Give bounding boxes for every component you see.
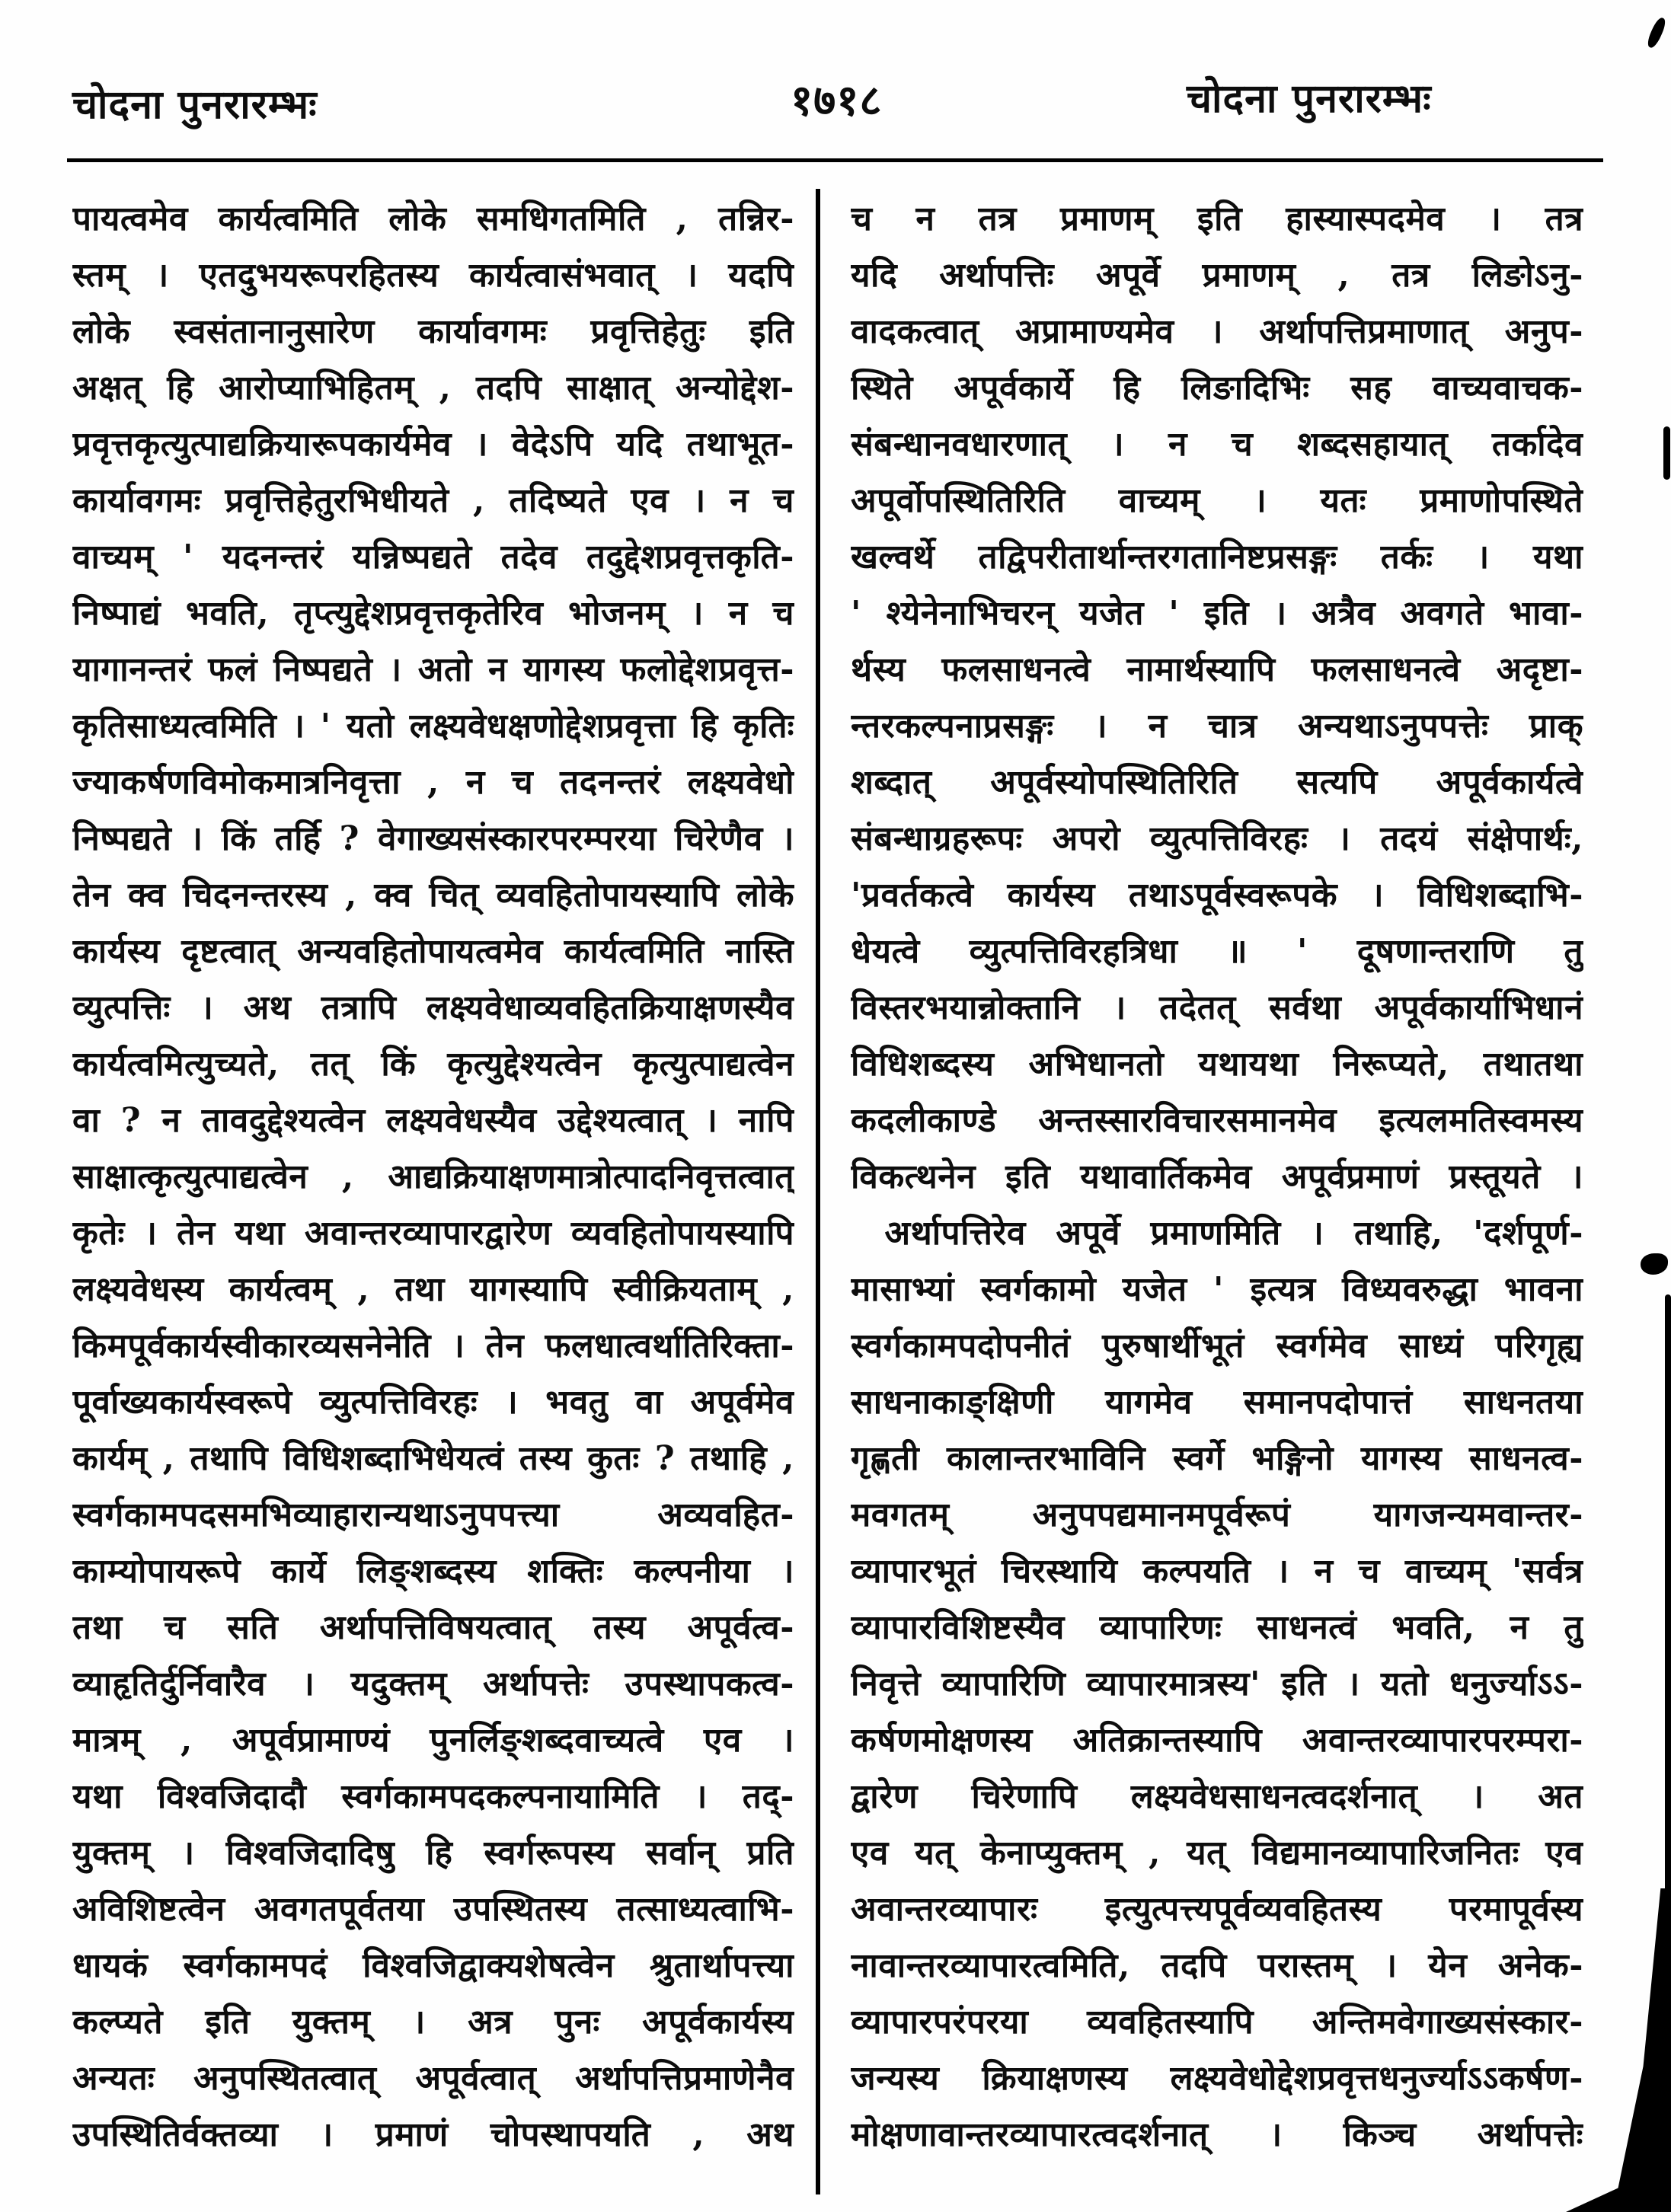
text-line: व्यापारविशिष्टस्यैव व्यापारिणः साधनत्वं भवति, न तु [851, 1608, 1583, 1647]
text-line: व्यापारपरंपरया व्यवहितस्यापि अन्तिमवेगाख्यसंस्कार- [851, 2003, 1583, 2041]
text-line: संबन्धानवधारणात् । न च शब्दसहायात् तर्कादेव [851, 425, 1583, 464]
text-line: खल्वर्थे तद्विपरीतार्थान्तरगतानिष्टप्रसङ्गः तर्कः । यथा [851, 538, 1583, 576]
text-line: निष्पाद्यं भवति, तृप्त्युद्देशप्रवृत्तकृतेरिव भोजनम् । न च [72, 594, 794, 633]
text-line: स्तम् । एतदुभयरूपरहितस्य कार्यत्वासंभवात् । यदपि [72, 256, 794, 295]
text-line: प्रवृत्तकृत्युत्पाद्यक्रियारूपकार्यमेव । वेदेऽपि यदि तथाभूत- [72, 425, 794, 464]
header-rule [67, 158, 1603, 162]
text-line: व्यापारभूतं चिरस्थायि कल्पयति । न च वाच्यम् 'सर्वत्र [851, 1552, 1583, 1591]
text-line: संबन्धाग्रहरूपः अपरो व्युत्पत्तिविरहः । तदयं संक्षेपार्थः, [851, 819, 1583, 858]
text-line: कृतेः । तेन यथा अवान्तरव्यापारद्वारेण व्यवहितोपायस्यापि [72, 1214, 794, 1253]
scan-artifact-edge-tick [1663, 426, 1670, 480]
text-line: स्वर्गकामपदोपनीतं पुरुषार्थीभूतं स्वर्गमेव साध्यं परिगृह्य [851, 1326, 1583, 1365]
text-line: तथा च सति अर्थापत्तिविषयत्वात् तस्य अपूर्वत्व- [72, 1608, 794, 1647]
text-line: साधनाकाङ्क्षिणी यागमेव समानपदोपात्तं साधनतया [851, 1383, 1583, 1422]
text-line: वाच्यम् ' यदनन्तरं यन्निष्पद्यते तदेव तदुद्देशप्रवृत्तकृति- [72, 538, 794, 576]
text-line: अक्षत् हि आरोप्याभिहितम् , तदपि साक्षात् अन्योद्देश- [72, 369, 794, 407]
text-line: जन्यस्य क्रियाक्षणस्य लक्ष्यवेधोद्देशप्रवृत्तधनुर्ज्याऽऽकर्षण- [851, 2059, 1583, 2098]
text-line: व्युत्पत्तिः । अथ तत्रापि लक्ष्यवेधाव्यवहितक्रियाक्षणस्यैव [72, 988, 794, 1027]
text-line: मासाभ्यां स्वर्गकामो यजेत ' इत्यत्र विध्यवरुद्धा भावना [851, 1270, 1583, 1309]
text-line: व्याहृतिर्दुर्निवारैव । यदुक्तम् अर्थापत्तेः उपस्थापकत्व- [72, 1665, 794, 1703]
text-line: उपस्थितिर्वक्तव्या । प्रमाणं चोपस्थापयति , अथ [72, 2115, 794, 2154]
text-line: निवृत्ते व्यापारिणि व्यापारमात्रस्य' इति । यतो धनुर्ज्याऽऽ- [851, 1665, 1583, 1703]
text-line: यदि अर्थापत्तिः अपूर्वे प्रमाणम् , तत्र लिङोऽनु- [851, 256, 1583, 295]
scan-artifact-top-corner [1645, 16, 1668, 49]
text-line: यागानन्तरं फलं निष्पद्यते । अतो न यागस्य फलोद्देशप्रवृत्त- [72, 650, 794, 689]
page-number: १७१८ [791, 75, 883, 126]
text-line: लक्ष्यवेधस्य कार्यत्वम् , तथा यागस्यापि स्वीक्रियताम् , [72, 1270, 794, 1309]
text-line: पूर्वाख्यकार्यस्वरूपे व्युत्पत्तिविरहः । भवतु वा अपूर्वमेव [72, 1383, 794, 1422]
text-line: स्थिते अपूर्वकार्ये हि लिङादिभिः सह वाच्यवाचक- [851, 369, 1583, 407]
text-line: अविशिष्टत्वेन अवगतपूर्वतया उपस्थितस्य तत्साध्यत्वाभि- [72, 1890, 794, 1929]
text-line: र्थस्य फलसाधनत्वे नामार्थस्यापि फलसाधनत्वे अदृष्टा- [851, 650, 1583, 689]
text-line: विस्तरभयान्नोक्तानि । तदेतत् सर्वथा अपूर्वकार्याभिधानं [851, 988, 1583, 1027]
text-line: अन्यतः अनुपस्थितत्वात् अपूर्वत्वात् अर्थापत्तिप्रमाणेनैव [72, 2059, 794, 2098]
scan-artifact-edge-blob [1641, 1253, 1668, 1275]
text-line: कल्प्यते इति युक्तम् । अत्र पुनः अपूर्वकार्यस्य [72, 2003, 794, 2041]
column-divider-rule [816, 189, 820, 2194]
text-line: विकत्थनेन इति यथावार्तिकमेव अपूर्वप्रमाणं प्रस्तूयते । [851, 1157, 1583, 1196]
text-line: ज्याकर्षणविमोकमात्रनिवृत्ता , न च तदनन्तरं लक्ष्यवेधो [72, 763, 794, 802]
text-line: कर्षणमोक्षणस्य अतिक्रान्तस्यापि अवान्तरव्यापारपरम्परा- [851, 1721, 1583, 1760]
text-line: नावान्तरव्यापारत्वमिति, तदपि परास्तम् । येन अनेक- [851, 1946, 1583, 1985]
text-line: अर्थापत्तिरेव अपूर्वे प्रमाणमिति । तथाहि, 'दर्शपूर्ण- [851, 1214, 1583, 1253]
text-line: शब्दात् अपूर्वस्योपस्थितिरिति सत्यपि अपूर्वकार्यत्वे [851, 763, 1583, 802]
text-line: एव यत् केनाप्युक्तम् , यत् विद्यमानव्यापारिजनितः एव [851, 1834, 1583, 1872]
text-line: च न तत्र प्रमाणम् इति हास्यास्पदमेव । तत्र [851, 199, 1583, 238]
text-line: कृतिसाध्यत्वमिति । ' यतो लक्ष्यवेधक्षणोद्देशप्रवृत्ता हि कृतिः [72, 707, 794, 745]
text-line: वा ? न तावदुद्देश्यत्वेन लक्ष्यवेधस्यैव उद्देश्यत्वात् । नापि [72, 1101, 794, 1140]
running-title-left: चोदना पुनरारम्भः [72, 81, 318, 128]
text-line: साक्षात्कृत्युत्पाद्यत्वेन , आद्यक्रियाक्षणमात्रोत्पादनिवृत्तत्वात् [72, 1157, 794, 1196]
text-line: कार्यत्वमित्युच्यते, तत् किं कृत्युद्देश्यत्वेन कृत्युत्पाद्यत्वेन [72, 1045, 794, 1084]
text-line: 'प्रवर्तकत्वे कार्यस्य तथाऽपूर्वस्वरूपके । विधिशब्दाभि- [851, 876, 1583, 914]
text-line: ' श्येनेनाभिचरन् यजेत ' इति । अत्रैव अवगते भावा- [851, 594, 1583, 633]
text-line: अवान्तरव्यापारः इत्युत्पत्त्यपूर्वव्यवहितस्य परमापूर्वस्य [851, 1890, 1583, 1929]
text-line: द्वारेण चिरेणापि लक्ष्यवेधसाधनत्वदर्शनात् । अत [851, 1777, 1583, 1816]
text-line: स्वर्गकामपदसमभिव्याहारान्यथाऽनुपपत्त्या अव्यवहित- [72, 1495, 794, 1534]
text-line: मवगतम् अनुपपद्यमानमपूर्वरूपं यागजन्यमवान्तर- [851, 1495, 1583, 1534]
text-line: काम्योपायरूपे कार्ये लिङ्शब्दस्य शक्तिः कल्पनीया । [72, 1552, 794, 1591]
text-line: अपूर्वोपस्थितिरिति वाच्यम् । यतः प्रमाणोपस्थिते [851, 481, 1583, 520]
text-line: युक्तम् । विश्वजिदादिषु हि स्वर्गरूपस्य सर्वान् प्रति [72, 1834, 794, 1872]
text-line: मात्रम् , अपूर्वप्रामाण्यं पुनर्लिङ्शब्दवाच्यत्वे एव । [72, 1721, 794, 1760]
text-line: विधिशब्दस्य अभिधानतो यथायथा निरूप्यते, तथातथा [851, 1045, 1583, 1084]
scan-artifact-bottom-smudge [1613, 1888, 1671, 2212]
text-line: वादकत्वात् अप्रामाण्यमेव । अर्थापत्तिप्रमाणात् अनुप- [851, 312, 1583, 351]
text-line: लोके स्वसंतानानुसारेण कार्यावगमः प्रवृत्तिहेतुः इति [72, 312, 794, 351]
text-line: कार्यस्य दृष्टत्वात् अन्यवहितोपायत्वमेव कार्यत्वमिति नास्ति [72, 932, 794, 971]
text-line: न्तरकल्पनाप्रसङ्गः । न चात्र अन्यथाऽनुपपत्तेः प्राक् [851, 707, 1583, 745]
text-line: कार्यम् , तथापि विधिशब्दाभिधेयत्वं तस्य कुतः ? तथाहि , [72, 1439, 794, 1478]
running-title-right: चोदना पुनरारम्भः [1187, 75, 1432, 122]
text-line: गृह्णती कालान्तरभाविनि स्वर्गे भङ्गिनो यागस्य साधनत्व- [851, 1439, 1583, 1478]
text-line: यथा विश्वजिदादौ स्वर्गकामपदकल्पनायामिति । तद्- [72, 1777, 794, 1816]
text-line: कार्यावगमः प्रवृत्तिहेतुरभिधीयते , तदिष्यते एव । न च [72, 481, 794, 520]
text-line: पायत्वमेव कार्यत्वमिति लोके समधिगतमिति , तन्निर- [72, 199, 794, 238]
text-line: निष्पद्यते । किं तर्हि ? वेगाख्यसंस्कारपरम्परया चिरेणैव । [72, 819, 794, 858]
left-text-column [72, 192, 794, 2164]
scan-artifact-edge-streak [1665, 1294, 1671, 1911]
text-line: कदलीकाण्डे अन्तस्सारविचारसमानमेव इत्यलमतिस्वमस्य [851, 1101, 1583, 1140]
text-line: मोक्षणावान्तरव्यापारत्वदर्शनात् । किञ्च अर्थापत्तेः [851, 2115, 1583, 2154]
right-text-column [851, 192, 1583, 2164]
text-line: किमपूर्वकार्यस्वीकारव्यसनेनेति । तेन फलधात्वर्थातिरिक्ता- [72, 1326, 794, 1365]
text-line: धेयत्वे व्युत्पत्तिविरहत्रिधा ॥ ' दूषणान्तराणि तु [851, 932, 1583, 971]
text-line: तेन क्व चिदनन्तरस्य , क्व चित् व्यवहितोपायस्यापि लोके [72, 876, 794, 914]
text-line: धायकं स्वर्गकामपदं विश्वजिद्वाक्यशेषत्वेन श्रुतार्थापत्त्या [72, 1946, 794, 1985]
